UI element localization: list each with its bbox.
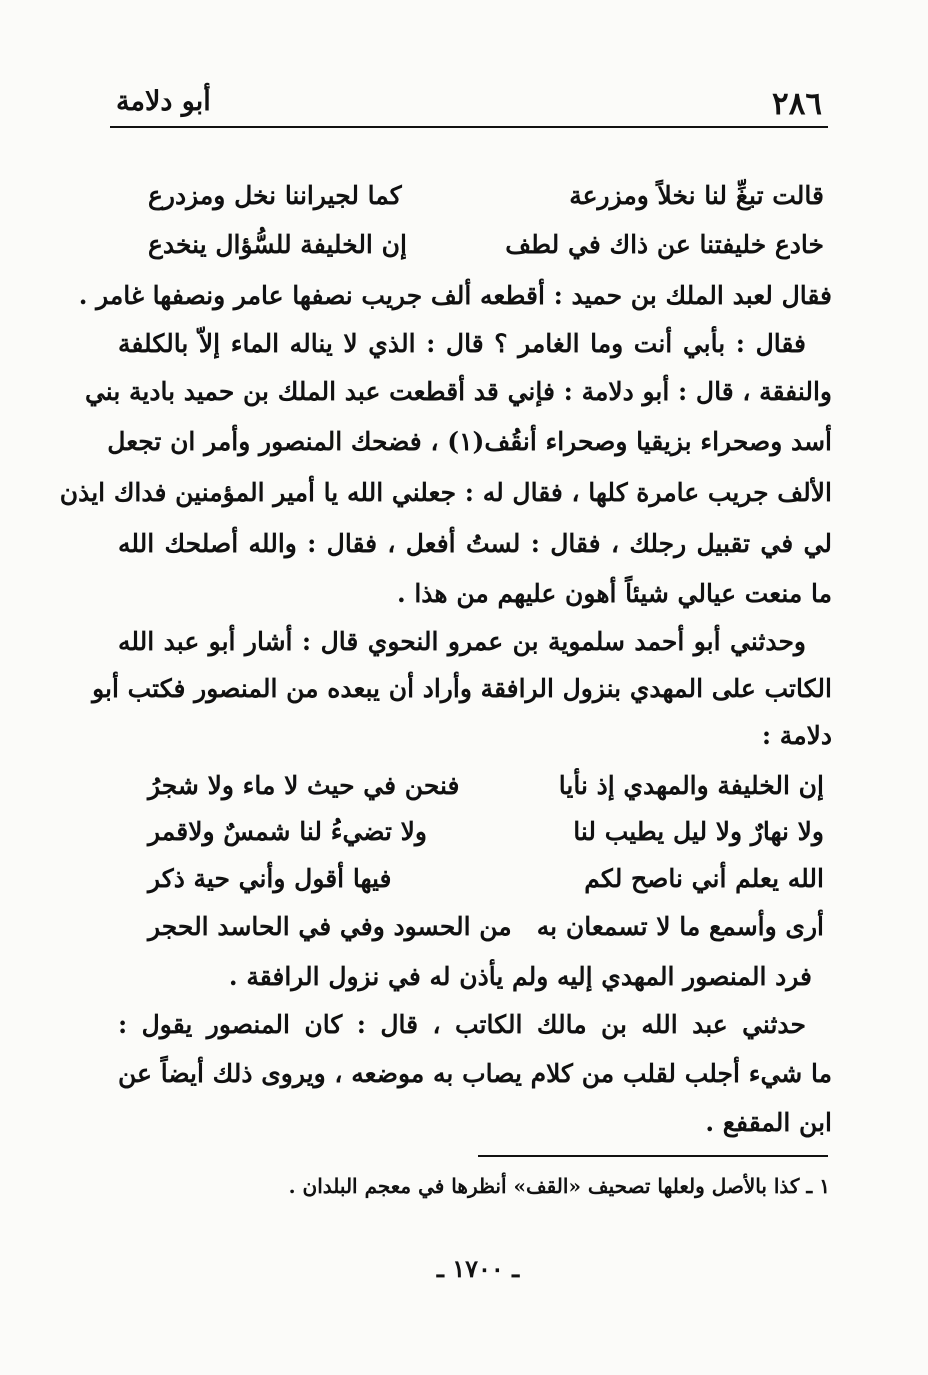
verse-first-hemistich: الله يعلم أني ناصح لكم [584,864,824,893]
text-line: أسد وصحراء بزيقيا وصحراء أنقُف(١) ، فضحك المنصور وأمر ان تجعل [107,427,832,456]
verse-first-hemistich: أرى وأسمع ما لا تسمعان به [536,912,824,941]
verse-first-hemistich: قالت تبغِّ لنا نخلاً ومزرعة [569,181,824,210]
verse-line [148,912,824,956]
text-line: ما منعت عيالي شيئاً أهون عليهم من هذا . [396,579,832,608]
text-line: الألف جريب عامرة كلها ، فقال له : جعلني الله يا أمير المؤمنين فداك ايذن [59,478,832,507]
verse-line [148,817,824,861]
verse-line [148,181,824,225]
verse-line [148,864,824,908]
verse-line [148,230,824,274]
footnote: ١ ـ كذا بالأصل ولعلها تصحيف «القف» أنظرها في معجم البلدان . [288,1174,830,1198]
text-line: حدثني عبد الله بن مالك الكاتب ، قال : كان المنصور يقول : [118,1010,806,1039]
text-line: وحدثني أبو أحمد سلموية بن عمرو النحوي قال : أشار أبو عبد الله [118,627,806,656]
verse-first-hemistich: ولا نهارٌ ولا ليل يطيب لنا [573,817,824,846]
footnote-rule [478,1155,828,1157]
page-number: ٢٨٦ [772,86,822,122]
page-header [110,86,828,130]
text-line: فقال : بأبي أنت وما الغامر ؟ قال : الذي لا يناله الماء إلاّ بالكلفة [118,329,806,358]
text-line: فقال لعبد الملك بن حميد : أقطعه ألف جريب نصفها عامر ونصفها غامر . [78,281,832,310]
verse-second-hemistich: كما لجيراننا نخل ومزدرع [148,181,402,210]
verse-line [148,771,824,815]
text-line: لي في تقبيل رجلك ، فقال : لستُ أفعل ، فقال : والله أصلحك الله [118,529,832,558]
verse-second-hemistich: فنحن في حيث لا ماء ولا شجرُ [148,771,460,800]
text-line: فرد المنصور المهدي إليه ولم يأذن له في نزول الرافقة . [228,962,812,991]
verse-second-hemistich: ولا تضيءُ لنا شمسٌ ولاقمر [148,817,427,846]
text-line: والنفقة ، قال : أبو دلامة : فإني قد أقطعت عبد الملك بن حميد بادية بني [84,377,832,406]
text-line: دلامة : [761,721,832,750]
running-title: أبو دلامة [116,86,211,117]
verse-second-hemistich: من الحسود وفي في الحاسد الحجر [148,912,512,941]
verse-second-hemistich: فيها أقول وأني حية ذكر [148,864,392,893]
header-rule [110,126,828,128]
verse-second-hemistich: إن الخليفة للسُّؤال ينخدع [148,230,407,259]
text-line: ما شيء أجلب لقلب من كلام يصاب به موضعه ، ويروى ذلك أيضاً عن [118,1059,832,1088]
text-line: ابن المقفع . [705,1108,832,1137]
folio-number: ـ ١٧٠٠ ـ [436,1254,520,1283]
verse-first-hemistich: خادع خليفتنا عن ذاك في لطف [505,230,824,259]
text-line: الكاتب على المهدي بنزول الرافقة وأراد أن يبعده من المنصور فكتب أبو [92,674,832,703]
verse-first-hemistich: إن الخليفة والمهدي إذ نأيا [558,771,824,800]
